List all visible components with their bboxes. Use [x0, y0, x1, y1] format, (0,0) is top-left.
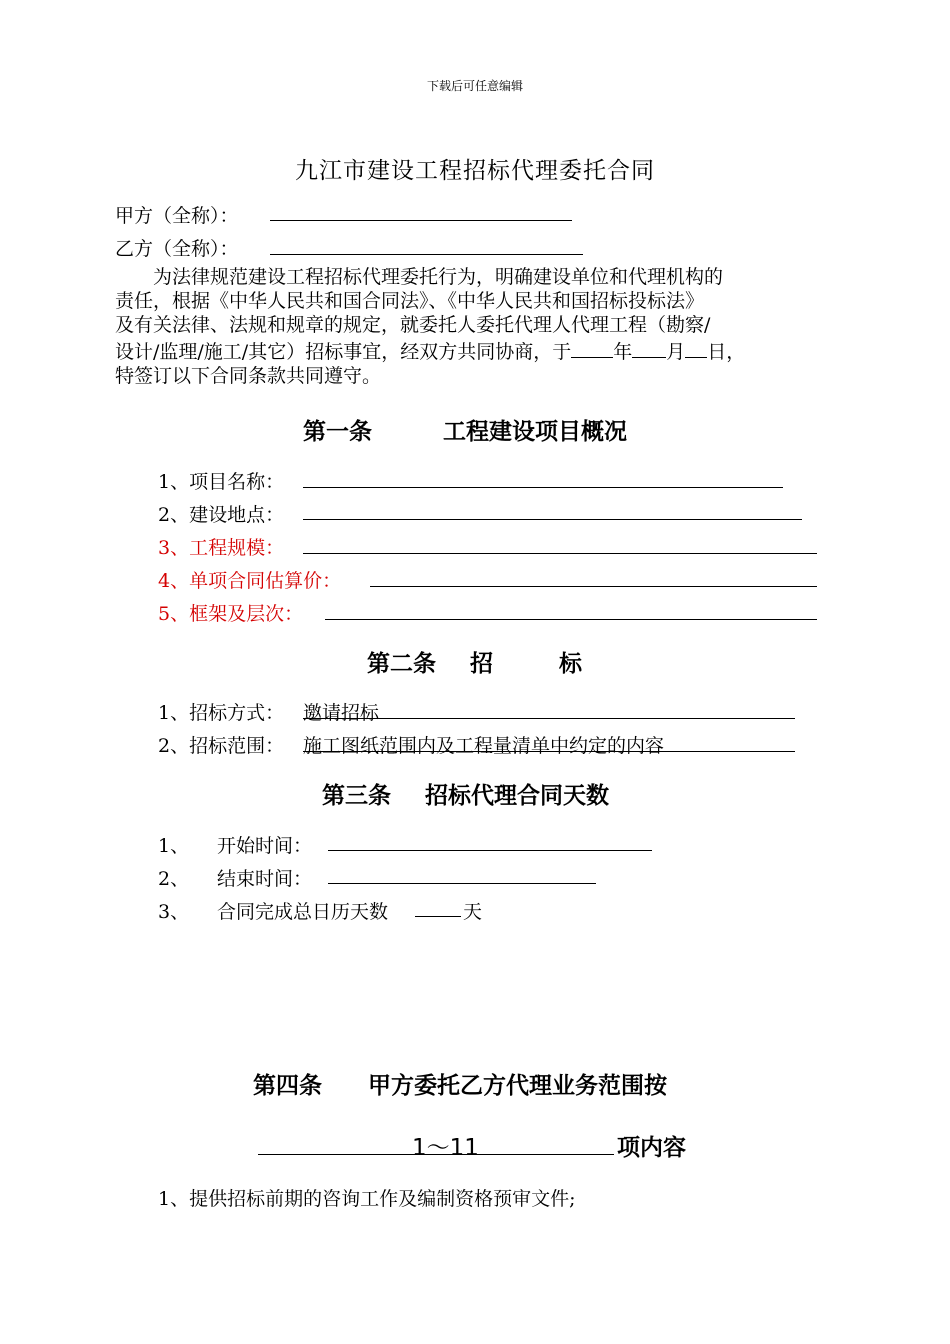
article2-title-a: 招: [470, 651, 493, 677]
year-blank: [571, 338, 613, 358]
intro-line-4: [115, 338, 835, 364]
year-label: 年: [613, 340, 633, 363]
location-blank: [303, 519, 802, 520]
party-b-label: 乙方（全称）：: [115, 238, 239, 260]
intro-line-4-text: 设计/监理/施工/其它）招标事宜，经双方共同协商，于: [115, 340, 572, 363]
article2-item-1-value: 邀请招标: [303, 702, 380, 724]
article2-item-1-label: 1、招标方式：: [158, 702, 285, 724]
bidding-method-line: [303, 718, 795, 719]
article1-item-3: 3、工程规模：: [158, 537, 285, 559]
article3-item-2-num: 2、: [158, 868, 190, 890]
scale-blank: [303, 553, 817, 554]
day-blank: [685, 338, 707, 358]
article1-item-5: 5、框架及层次：: [158, 603, 304, 625]
intro-line-3: 及有关法律、法规和规章的规定，就委托人委托代理人代理工程（勘察/: [115, 314, 711, 337]
days-unit: 天: [463, 901, 483, 923]
project-name-blank: [303, 487, 783, 488]
article1-item-1: 1、项目名称：: [158, 471, 285, 493]
article3-item-3-num: 3、: [158, 901, 190, 923]
month-label: 月: [666, 340, 686, 363]
article2-item-2-label: 2、招标范围：: [158, 735, 285, 757]
article1-title: 工程建设项目概况: [443, 419, 627, 445]
range-value: 1～11: [412, 1135, 479, 1161]
article2-title-b: 标: [559, 651, 582, 677]
article3-item-1-label: 开始时间：: [217, 835, 313, 857]
article4-title: 甲方委托乙方代理业务范围按: [368, 1073, 667, 1099]
article3-item-3-label: 合同完成总日历天数: [217, 901, 389, 923]
article3-number: 第三条: [322, 783, 391, 809]
article1-item-2: 2、建设地点：: [158, 504, 285, 526]
article2-item-2-value: 施工图纸范围内及工程量清单中约定的内容: [303, 735, 665, 757]
intro-line-5: 特签订以下合同条款共同遵守。: [115, 364, 382, 387]
bidding-scope-line: [303, 751, 795, 752]
article2-number: 第二条: [367, 651, 436, 677]
article3-item-1-num: 1、: [158, 835, 190, 857]
day-label: 日，: [707, 340, 746, 363]
contract-title: 九江市建设工程招标代理委托合同: [295, 158, 655, 184]
article1-number: 第一条: [303, 419, 372, 445]
party-a-label: 甲方（全称）：: [115, 205, 239, 227]
start-time-blank: [328, 850, 652, 851]
intro-line-2: 责任，根据《中华人民共和国合同法》、《中华人民共和国招标投标法》: [115, 290, 705, 313]
article4-item-1: 1、提供招标前期的咨询工作及编制资格预审文件;: [158, 1188, 576, 1210]
month-blank: [632, 338, 666, 358]
structure-blank: [325, 619, 817, 620]
end-time-blank: [328, 883, 596, 884]
party-b-blank: [270, 254, 583, 255]
total-days-blank: [415, 916, 461, 917]
article3-item-2-label: 结束时间：: [217, 868, 313, 890]
intro-paragraph: [115, 265, 835, 388]
estimate-blank: [370, 586, 817, 587]
article3-title: 招标代理合同天数: [425, 783, 609, 809]
party-a-blank: [270, 220, 572, 221]
article1-item-4: 4、单项合同估算价：: [158, 570, 342, 592]
article4-number: 第四条: [253, 1073, 322, 1099]
intro-line-1: 为法律规范建设工程招标代理委托行为，明确建设单位和代理机构的: [153, 266, 724, 288]
download-note: 下载后可任意编辑: [426, 79, 523, 93]
range-suffix: 项内容: [617, 1135, 686, 1161]
